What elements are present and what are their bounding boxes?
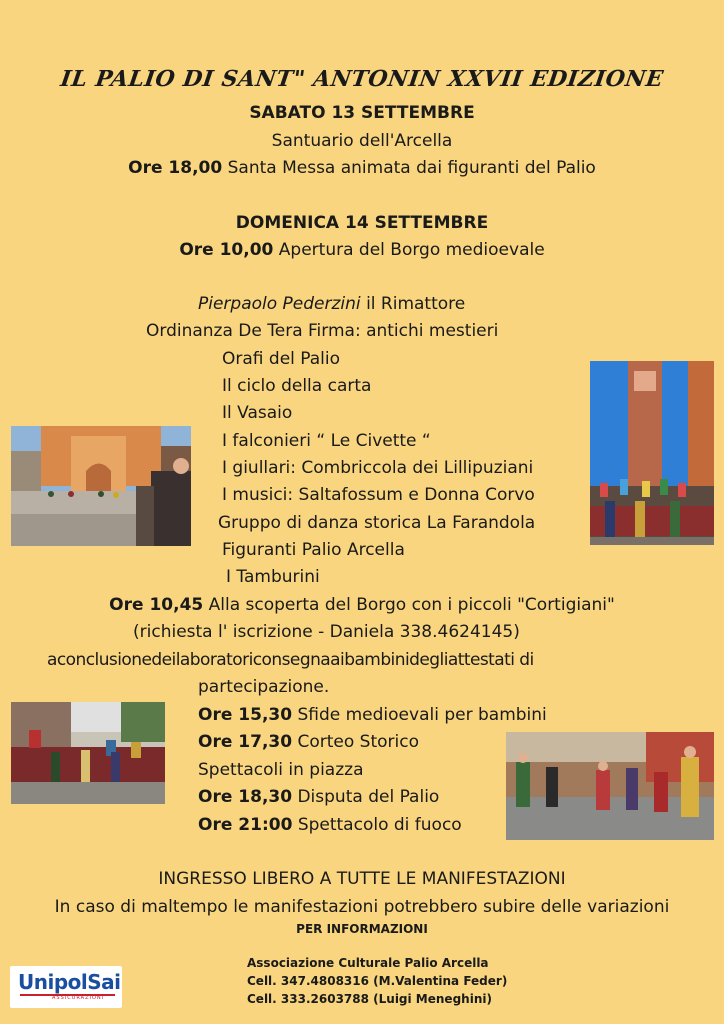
schedule-item — [198, 705, 547, 725]
schedule-time: Ore 21:00 — [198, 815, 293, 835]
photo-dancers — [506, 732, 714, 840]
photo-procession — [11, 702, 165, 804]
sunday-heading: DOMENICA 14 SETTEMBRE — [235, 213, 489, 233]
unipolsai-logo — [10, 966, 122, 1008]
free-entry-notice: INGRESSO LIBERO A TUTTE LE MANIFESTAZIONI — [158, 869, 566, 889]
group-item: I musici: Saltafossum e Donna Corvo — [222, 485, 535, 505]
schedule-event: Corteo Storico — [297, 732, 419, 752]
logo-part-1: Unipol — [18, 970, 88, 994]
logo-tagline: ASSICURAZIONI — [52, 995, 105, 1001]
logo-wordmark — [18, 970, 121, 994]
schedule-item — [198, 787, 439, 807]
opening-event: Apertura del Borgo medioevale — [278, 240, 545, 260]
ordinanza-line: Ordinanza De Tera Firma: antichi mestieri — [146, 321, 499, 341]
schedule-event: Spettacolo di fuoco — [297, 815, 462, 835]
group-item: I Tamburini — [226, 567, 320, 587]
schedule-time: Ore 15,30 — [198, 705, 293, 725]
schedule-item — [198, 815, 462, 835]
kids-line-4: partecipazione. — [198, 677, 330, 697]
photo-church-square — [11, 426, 191, 546]
schedule-event: Disputa del Palio — [297, 787, 440, 807]
schedule-item — [198, 760, 363, 780]
kids-line-3: aconclusionedeilaboratoriconsegnaaibambinidegliattestati di — [47, 650, 534, 670]
saturday-event: Santa Messa animata dai figuranti del Palio — [227, 158, 596, 178]
photo-bell-tower — [590, 361, 714, 545]
group-item: Gruppo di danza storica La Farandola — [218, 513, 536, 533]
kids-line — [0, 595, 724, 615]
kids-event: Alla scoperta del Borgo con i piccoli "Cortigiani" — [208, 595, 615, 615]
schedule-item — [198, 732, 419, 752]
saturday-heading: SABATO 13 SETTEMBRE — [249, 103, 475, 123]
contact-phone: Cell. 347.4808316 (M.Valentina Feder) — [247, 974, 508, 988]
kids-time: Ore 10,45 — [109, 595, 204, 615]
logo-part-2: Sai — [87, 970, 121, 994]
saturday-place: Santuario dell'Arcella — [271, 131, 453, 151]
schedule-event: Spettacoli in piazza — [198, 760, 364, 780]
kids-note: (richiesta l' iscrizione - Daniela 338.4624145) — [133, 622, 520, 642]
schedule-time: Ore 17,30 — [198, 732, 293, 752]
contact-association: Associazione Culturale Palio Arcella — [247, 956, 489, 970]
sunday-opening-line — [0, 240, 724, 260]
schedule-event: Sfide medioevali per bambini — [297, 705, 547, 725]
group-item: Il ciclo della carta — [222, 376, 372, 396]
saturday-mass-line — [0, 158, 724, 178]
saturday-time: Ore 18,00 — [128, 158, 223, 178]
rimattore-role: il Rimattore — [366, 294, 466, 314]
schedule-time: Ore 18,30 — [198, 787, 293, 807]
opening-time: Ore 10,00 — [179, 240, 274, 260]
group-item: I giullari: Combriccola dei Lillipuziani — [222, 458, 534, 478]
info-heading: PER INFORMAZIONI — [296, 922, 428, 936]
rimattore-name: Pierpaolo Pederzini — [198, 294, 361, 314]
group-item: Figuranti Palio Arcella — [222, 540, 405, 560]
rimattore-line — [198, 294, 465, 314]
group-item: Orafi del Palio — [222, 349, 341, 369]
group-item: I falconieri “ Le Civette “ — [222, 431, 431, 451]
contact-phone: Cell. 333.2603788 (Luigi Meneghini) — [247, 992, 492, 1006]
group-item: Il Vasaio — [222, 403, 293, 423]
event-title: IL PALIO DI SANT" ANTONIN XXVII EDIZIONE — [58, 66, 666, 92]
weather-notice: In caso di maltempo le manifestazioni potrebbero subire delle variazioni — [54, 897, 670, 917]
